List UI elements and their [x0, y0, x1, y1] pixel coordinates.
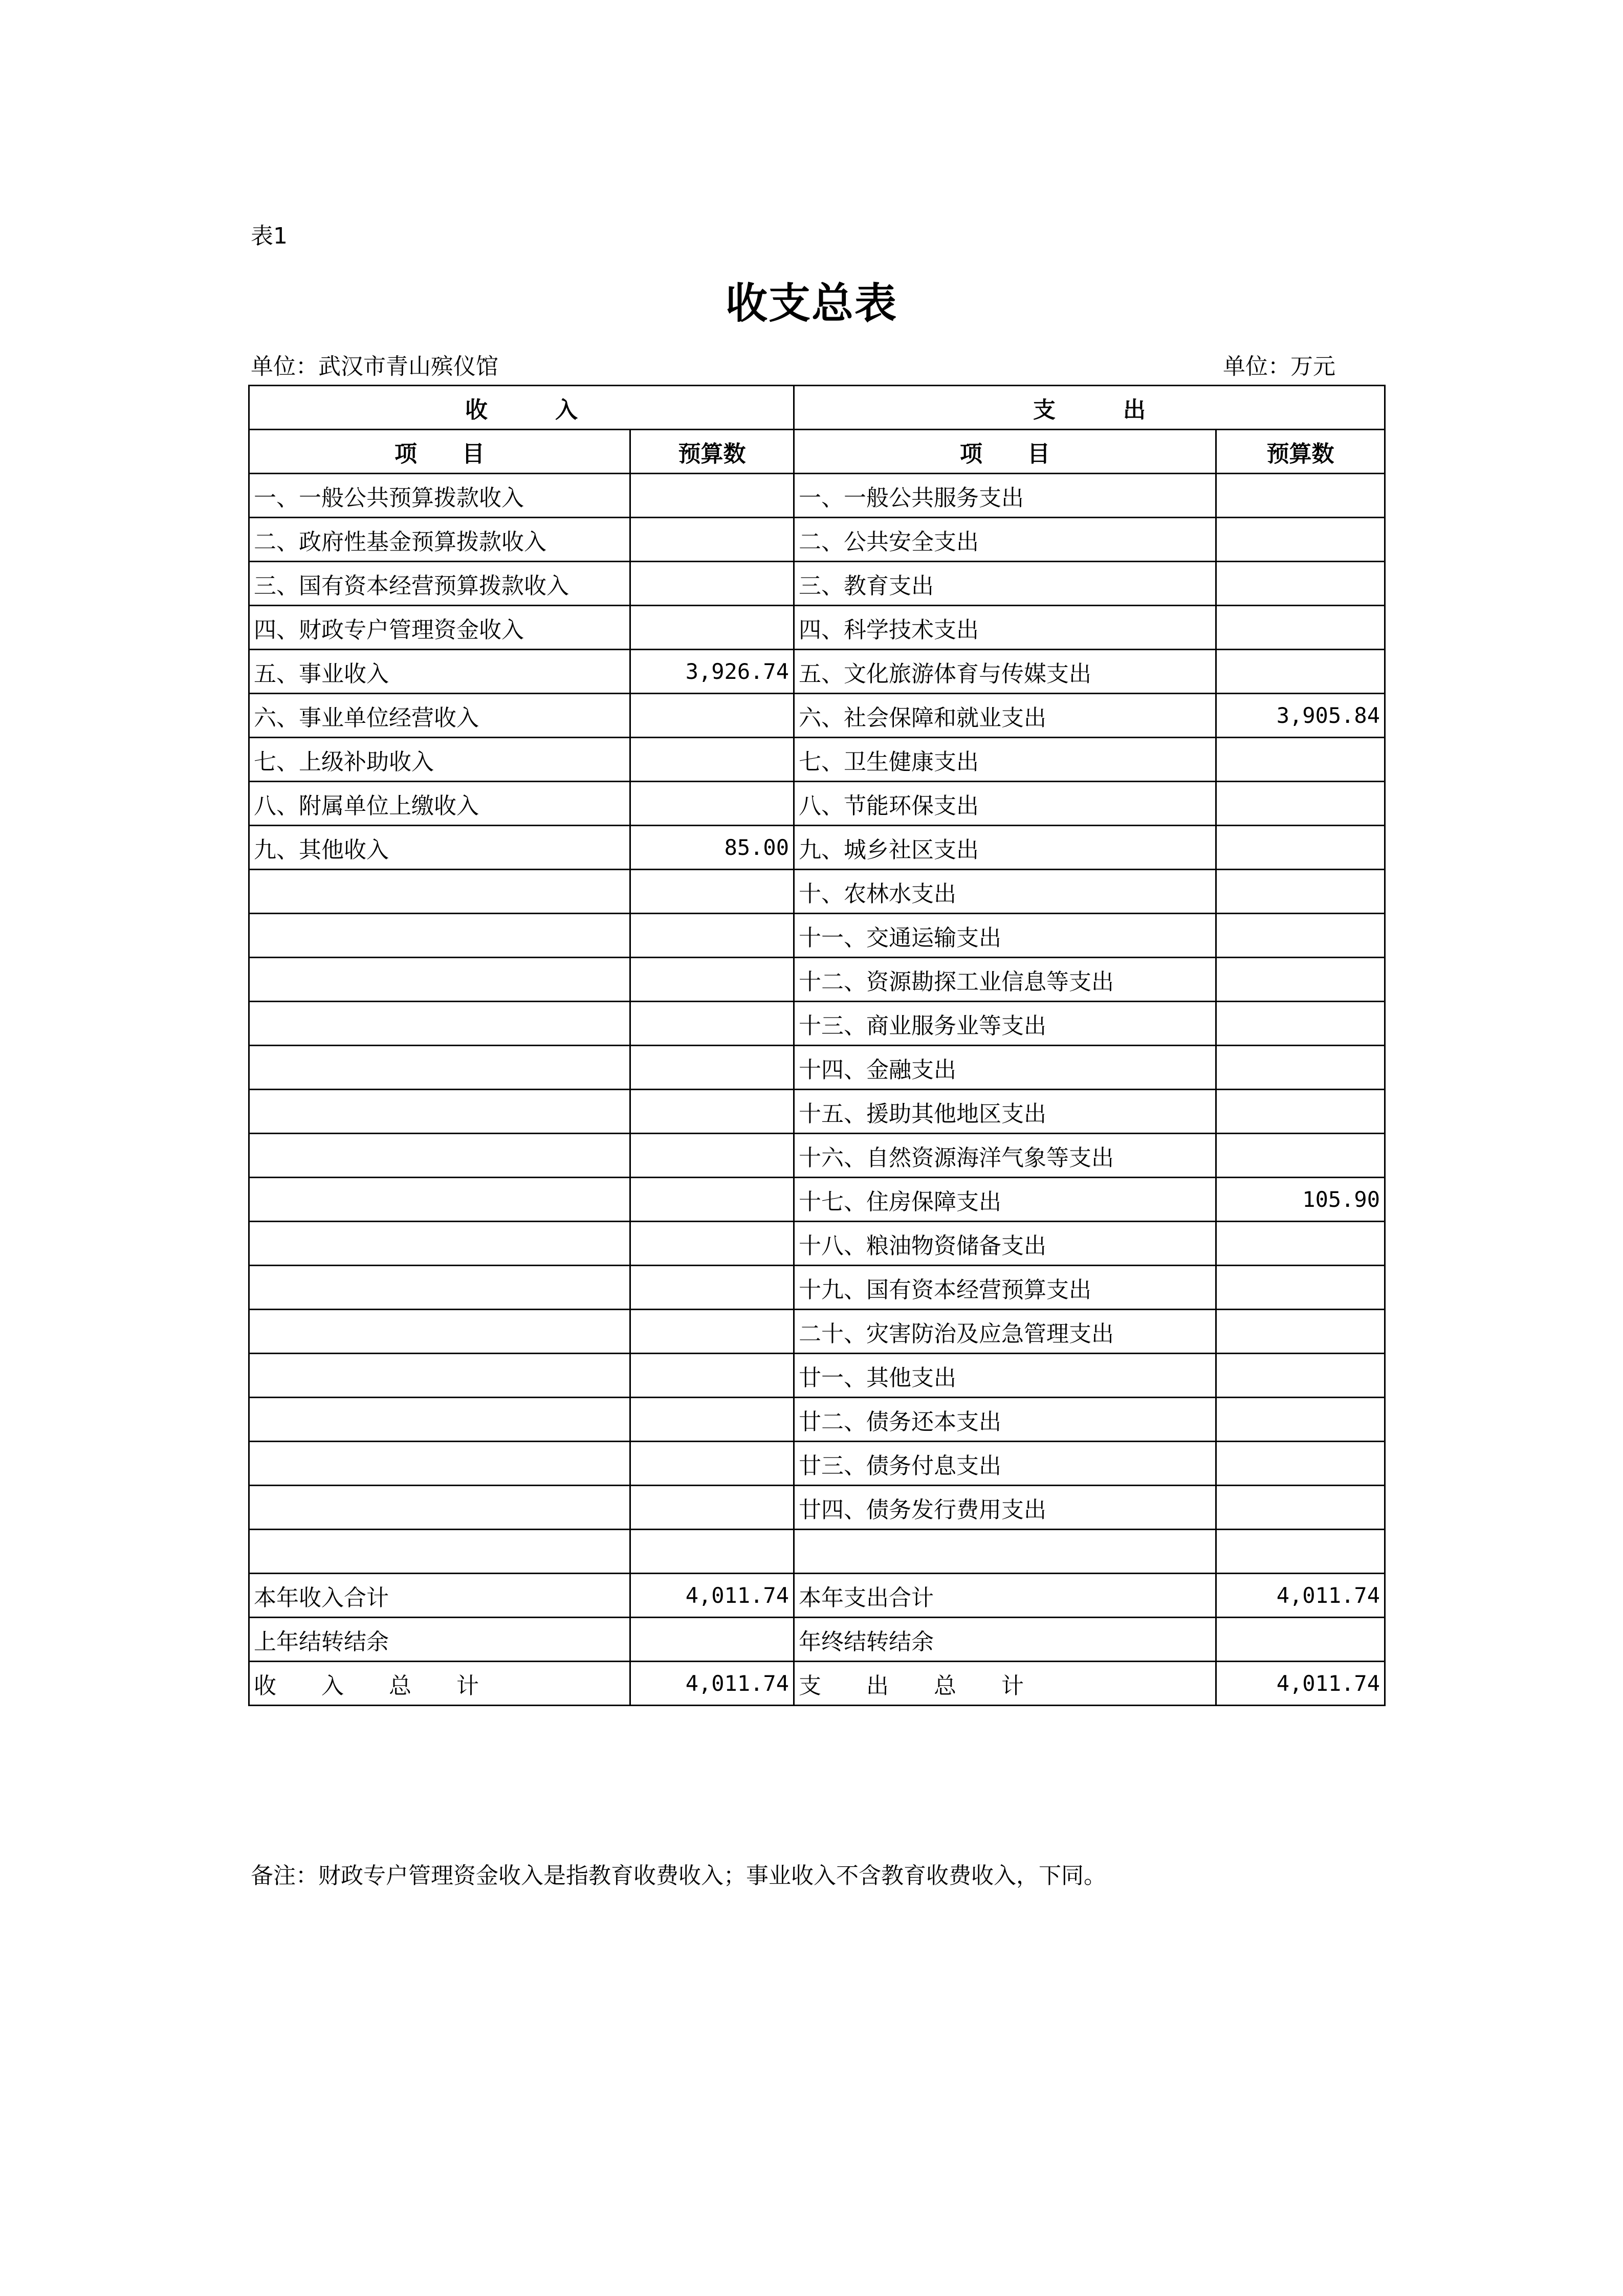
expense-value-cell: 105.90 [1216, 1178, 1385, 1222]
expense-item-cell: 十九、国有资本经营预算支出 [794, 1266, 1216, 1310]
income-value-cell: 4,011.74 [630, 1574, 794, 1618]
income-value-cell [630, 1354, 794, 1398]
expense-value-cell [1216, 1046, 1385, 1090]
expense-value-cell [1216, 1354, 1385, 1398]
table-row [249, 738, 1385, 782]
income-item-cell: 五、事业收入 [249, 650, 630, 694]
table-row [249, 826, 1385, 870]
expense-item-cell: 十四、金融支出 [794, 1046, 1216, 1090]
income-value-cell [630, 958, 794, 1002]
table-row [249, 1002, 1385, 1046]
expense-item-cell: 四、科学技术支出 [794, 606, 1216, 650]
expense-item-cell: 一、一般公共服务支出 [794, 474, 1216, 518]
income-item-cell: 四、财政专户管理资金收入 [249, 606, 630, 650]
expense-item-cell: 三、教育支出 [794, 562, 1216, 606]
expense-value-cell [1216, 1002, 1385, 1046]
page-title: 收支总表 [725, 279, 897, 328]
expense-item-cell: 十二、资源勘探工业信息等支出 [794, 958, 1216, 1002]
expense-value-cell [1216, 782, 1385, 826]
budget-summary-table [248, 385, 1386, 1706]
income-item-cell [249, 870, 630, 914]
income-value-cell [630, 562, 794, 606]
income-value-cell [630, 694, 794, 738]
income-value-cell [630, 1398, 794, 1442]
table-row [249, 1530, 1385, 1574]
table-row [249, 650, 1385, 694]
income-value-cell [630, 1134, 794, 1178]
income-item-cell [249, 1310, 630, 1354]
income-value-cell: 3,926.74 [630, 650, 794, 694]
expense-item-cell: 廿一、其他支出 [794, 1354, 1216, 1398]
income-value-cell [630, 1618, 794, 1662]
expense-value-cell [1216, 914, 1385, 958]
expense-item-cell: 七、卫生健康支出 [794, 738, 1216, 782]
expense-item-cell: 支 出 总 计 [794, 1662, 1216, 1706]
income-item-cell [249, 1178, 630, 1222]
income-value-cell [630, 1178, 794, 1222]
expense-value-cell: 3,905.84 [1216, 694, 1385, 738]
expense-item-cell: 十一、交通运输支出 [794, 914, 1216, 958]
expense-value-cell [1216, 1266, 1385, 1310]
income-item-cell: 八、附属单位上缴收入 [249, 782, 630, 826]
expense-value-cell [1216, 870, 1385, 914]
section-header-row [249, 386, 1385, 430]
income-value-cell [630, 914, 794, 958]
table-row [249, 1662, 1385, 1706]
expense-item-cell: 十、农林水支出 [794, 870, 1216, 914]
income-value-cell [630, 606, 794, 650]
expense-value-cell [1216, 562, 1385, 606]
income-value-cell [630, 474, 794, 518]
income-item-cell [249, 1486, 630, 1530]
footnote: 备注：财政专户管理资金收入是指教育收费收入；事业收入不含教育收费收入，下同。 [251, 1863, 1106, 1889]
income-item-header: 项 目 [249, 430, 630, 474]
column-header-row [249, 430, 1385, 474]
income-item-cell: 收 入 总 计 [249, 1662, 630, 1706]
expense-item-cell: 廿四、债务发行费用支出 [794, 1486, 1216, 1530]
table-row [249, 1090, 1385, 1134]
table-row [249, 1398, 1385, 1442]
expense-budget-header: 预算数 [1216, 430, 1385, 474]
unit-currency: 单位：万元 [1223, 354, 1335, 380]
income-item-cell: 上年结转结余 [249, 1618, 630, 1662]
expense-item-cell: 十六、自然资源海洋气象等支出 [794, 1134, 1216, 1178]
expense-item-cell: 本年支出合计 [794, 1574, 1216, 1618]
income-item-cell: 七、上级补助收入 [249, 738, 630, 782]
income-value-cell: 85.00 [630, 826, 794, 870]
expense-item-cell: 年终结转结余 [794, 1618, 1216, 1662]
income-value-cell [630, 1090, 794, 1134]
expense-value-cell [1216, 606, 1385, 650]
income-item-cell [249, 1134, 630, 1178]
table-row [249, 474, 1385, 518]
table-row [249, 1442, 1385, 1486]
unit-organization: 单位：武汉市青山殡仪馆 [251, 354, 498, 380]
table-row [249, 1134, 1385, 1178]
table-row [249, 1486, 1385, 1530]
expense-value-cell [1216, 958, 1385, 1002]
expense-value-cell [1216, 650, 1385, 694]
income-value-cell [630, 870, 794, 914]
table-row [249, 518, 1385, 562]
income-value-cell [630, 1002, 794, 1046]
expense-item-cell: 六、社会保障和就业支出 [794, 694, 1216, 738]
expense-value-cell [1216, 474, 1385, 518]
income-value-cell [630, 518, 794, 562]
expense-item-cell: 九、城乡社区支出 [794, 826, 1216, 870]
table-row [249, 606, 1385, 650]
table-row [249, 562, 1385, 606]
income-item-cell: 二、政府性基金预算拨款收入 [249, 518, 630, 562]
table-row [249, 782, 1385, 826]
expense-value-cell [1216, 1530, 1385, 1574]
table-number: 表1 [251, 223, 288, 249]
expense-value-cell [1216, 1310, 1385, 1354]
income-item-cell [249, 1530, 630, 1574]
expense-value-cell [1216, 1090, 1385, 1134]
expense-item-cell: 二十、灾害防治及应急管理支出 [794, 1310, 1216, 1354]
expense-item-cell: 二、公共安全支出 [794, 518, 1216, 562]
income-value-cell [630, 1222, 794, 1266]
expense-item-cell: 廿二、债务还本支出 [794, 1398, 1216, 1442]
income-value-cell: 4,011.74 [630, 1662, 794, 1706]
expense-value-cell [1216, 826, 1385, 870]
expense-item-cell [794, 1530, 1216, 1574]
income-value-cell [630, 1442, 794, 1486]
table-row [249, 694, 1385, 738]
income-value-cell [630, 782, 794, 826]
income-item-cell [249, 1222, 630, 1266]
income-budget-header: 预算数 [630, 430, 794, 474]
expense-item-cell: 十八、粮油物资储备支出 [794, 1222, 1216, 1266]
income-item-cell [249, 1266, 630, 1310]
income-item-cell [249, 1442, 630, 1486]
income-value-cell [630, 1530, 794, 1574]
expense-value-cell [1216, 518, 1385, 562]
table-row [249, 1574, 1385, 1618]
table-row [249, 1618, 1385, 1662]
expense-section-header: 支 出 [794, 386, 1385, 430]
income-item-cell: 本年收入合计 [249, 1574, 630, 1618]
income-item-cell [249, 1354, 630, 1398]
expense-value-cell [1216, 1398, 1385, 1442]
expense-value-cell [1216, 738, 1385, 782]
income-item-cell: 六、事业单位经营收入 [249, 694, 630, 738]
expense-item-cell: 五、文化旅游体育与传媒支出 [794, 650, 1216, 694]
table-row [249, 1310, 1385, 1354]
income-value-cell [630, 1310, 794, 1354]
income-section-header: 收 入 [249, 386, 794, 430]
expense-item-cell: 十三、商业服务业等支出 [794, 1002, 1216, 1046]
expense-value-cell [1216, 1442, 1385, 1486]
table-row [249, 870, 1385, 914]
table-body [249, 386, 1385, 1706]
table-row [249, 1046, 1385, 1090]
expense-item-cell: 十七、住房保障支出 [794, 1178, 1216, 1222]
income-item-cell: 九、其他收入 [249, 826, 630, 870]
income-item-cell: 一、一般公共预算拨款收入 [249, 474, 630, 518]
income-value-cell [630, 1486, 794, 1530]
table-row [249, 1354, 1385, 1398]
table-row [249, 1266, 1385, 1310]
income-item-cell [249, 1002, 630, 1046]
table-row [249, 958, 1385, 1002]
income-item-cell [249, 914, 630, 958]
expense-item-cell: 十五、援助其他地区支出 [794, 1090, 1216, 1134]
income-value-cell [630, 1266, 794, 1310]
expense-item-cell: 廿三、债务付息支出 [794, 1442, 1216, 1486]
expense-value-cell [1216, 1222, 1385, 1266]
expense-item-cell: 八、节能环保支出 [794, 782, 1216, 826]
table-row [249, 914, 1385, 958]
income-item-cell: 三、国有资本经营预算拨款收入 [249, 562, 630, 606]
income-value-cell [630, 1046, 794, 1090]
expense-value-cell [1216, 1618, 1385, 1662]
income-value-cell [630, 738, 794, 782]
expense-value-cell: 4,011.74 [1216, 1574, 1385, 1618]
table-row [249, 1222, 1385, 1266]
expense-item-header: 项 目 [794, 430, 1216, 474]
income-item-cell [249, 1046, 630, 1090]
expense-value-cell [1216, 1134, 1385, 1178]
income-item-cell [249, 1398, 630, 1442]
expense-value-cell: 4,011.74 [1216, 1662, 1385, 1706]
table-row [249, 1178, 1385, 1222]
expense-value-cell [1216, 1486, 1385, 1530]
income-item-cell [249, 958, 630, 1002]
income-item-cell [249, 1090, 630, 1134]
